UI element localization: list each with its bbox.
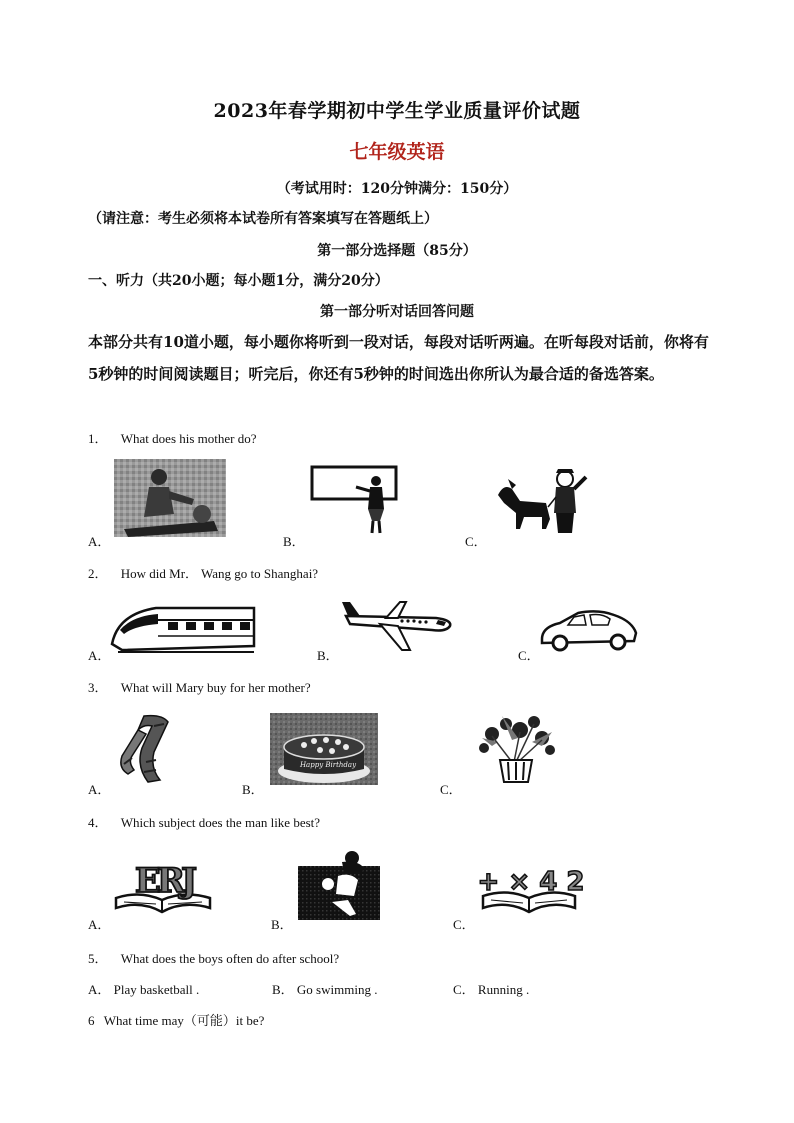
- airplane-icon: [340, 598, 455, 653]
- option-c-label: C．: [465, 534, 487, 549]
- question-text: How did Mr． Wang go to Shanghai?: [120, 566, 319, 581]
- birthday-cake-icon: [270, 713, 378, 785]
- question-text: Which subject does the man like best?: [120, 815, 321, 830]
- question-number: 1．: [88, 431, 108, 446]
- question-3: [88, 677, 311, 696]
- police-dog-icon: [490, 465, 595, 535]
- question-text: What will Mary buy for her mother?: [120, 680, 311, 695]
- exam-info: （考试用时：120分钟满分：150分）: [276, 181, 518, 197]
- question-text: What does his mother do?: [120, 431, 257, 446]
- math-book-icon: [475, 852, 583, 922]
- part-heading: 第一部分选择题（85分）: [317, 243, 477, 259]
- flowers-icon: [472, 712, 560, 784]
- question-2: [88, 563, 318, 582]
- page-title: 2023年春学期初中学生学业质量评价试题: [213, 100, 581, 122]
- question-text: What does the boys often do after school?: [120, 951, 340, 966]
- teacher-blackboard-icon: [310, 465, 400, 535]
- section-title: 一、听力（共20小题；每小题1分，满分20分）: [88, 273, 389, 289]
- option-a-label: A．: [88, 782, 111, 797]
- option-b-label: B．: [317, 648, 339, 663]
- option-a-label: A．: [88, 917, 111, 932]
- question-number: 6: [88, 1013, 95, 1028]
- train-icon: [108, 600, 258, 655]
- sports-player-icon: [298, 850, 380, 920]
- page-subtitle: 七年级英语: [349, 141, 445, 163]
- question-number: 4．: [88, 815, 108, 830]
- worker-photo-icon: [114, 459, 226, 537]
- scarf-icon: [114, 712, 186, 784]
- english-letters: ERJ: [134, 861, 194, 901]
- option-c-text: C． Running .: [453, 982, 530, 997]
- subsection-title: 第一部分听对话回答问题: [320, 304, 474, 320]
- instructions: 本部分共有10道小题，每小题你将听到一段对话，每段对话听两遍。在听每段对话前，你将有5秒钟的时间阅读题目；听完后，你还有5秒钟的时间选出你所认为最合适的备选答案。: [88, 333, 709, 383]
- english-book-icon: [110, 850, 215, 920]
- car-icon: [538, 605, 638, 653]
- question-text: What time may（可能）it be?: [103, 1013, 265, 1028]
- option-c-label: C．: [453, 917, 475, 932]
- math-symbols: + × 4 2: [477, 867, 585, 897]
- cake-text: Happy Birthday: [299, 761, 357, 769]
- option-b-label: B．: [283, 534, 305, 549]
- option-c-label: C．: [440, 782, 462, 797]
- question-number: 2．: [88, 566, 108, 581]
- question-number: 5．: [88, 951, 108, 966]
- option-a-label: A．: [88, 534, 111, 549]
- question-5: [88, 948, 339, 967]
- question-number: 3．: [88, 680, 108, 695]
- question-6: [88, 1010, 264, 1029]
- option-b-label: B．: [242, 782, 264, 797]
- question-4: [88, 812, 320, 831]
- question-1: [88, 428, 257, 447]
- option-b-label: B．: [271, 917, 293, 932]
- option-a-text: A． Play basketball .: [88, 982, 200, 997]
- notice: （请注意：考生必须将本试卷所有答案填写在答题纸上）: [88, 211, 438, 227]
- option-c-label: C．: [518, 648, 540, 663]
- option-a-label: A．: [88, 648, 111, 663]
- option-b-text: B． Go swimming .: [272, 982, 378, 997]
